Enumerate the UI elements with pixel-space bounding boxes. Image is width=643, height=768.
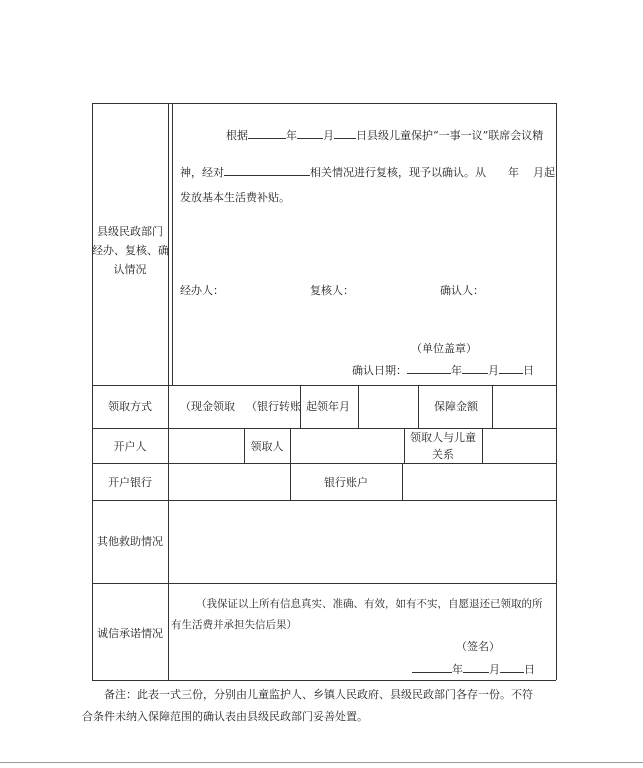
handler-label: 经办人： (180, 284, 224, 297)
cell-divider (402, 463, 403, 500)
month-blank[interactable] (297, 127, 323, 139)
signature-label: （签名） (456, 640, 500, 653)
cell-divider (418, 385, 419, 428)
page-bottom-edge (0, 762, 643, 763)
receiver-label: 领取人 (250, 440, 284, 453)
cell-divider (290, 428, 291, 463)
seal-text: （单位盖章） (411, 342, 477, 355)
confirm-paragraph-line-1 (226, 127, 543, 143)
integrity-label: 诚信承诺情况 (97, 627, 163, 640)
year-blank[interactable] (248, 127, 286, 139)
text: 相关情况进行复核，现予以确认。从 (310, 166, 486, 179)
pledge-line-1: （我保证以上所有信息真实、准确、有效，如有不实，自愿退还已领取的所 (196, 598, 543, 610)
other-assistance-label: 其他救助情况 (97, 535, 163, 548)
text: 神，经对 (180, 166, 224, 179)
inner-border (172, 103, 173, 385)
text: 年 (286, 129, 297, 142)
option-bank-transfer[interactable]: （银行转账 (246, 400, 301, 413)
text: 日 (523, 364, 534, 377)
footnote-line-1: 备注：此表一式三份，分别由儿童监护人、乡镇人民政府、县级民政部门各存一份。不符 (104, 688, 533, 701)
text: 月起 (533, 166, 555, 179)
month-blank[interactable] (462, 362, 488, 374)
table-border-top (92, 103, 556, 104)
cell-divider (492, 385, 493, 428)
label-line: 县级民政部门 (97, 225, 163, 238)
month-blank[interactable] (463, 661, 489, 673)
text: 月 (489, 663, 500, 676)
row-divider (92, 428, 556, 429)
pledge-line-2: 有生活费并承担失信后果） (171, 619, 297, 631)
integrity-date (412, 661, 535, 677)
start-month-label: 起领年月 (306, 400, 350, 413)
date-label: 确认日期： (352, 364, 407, 377)
day-blank[interactable] (499, 362, 523, 374)
text: 年 (451, 364, 462, 377)
table-border-bottom (92, 680, 556, 681)
cell-divider (358, 385, 359, 428)
text: 日 (524, 663, 535, 676)
relation-label-line-1: 领取人与儿童 (410, 431, 476, 444)
option-cash[interactable]: （现金领取 (180, 400, 235, 413)
confirm-paragraph-line-3: 发放基本生活费补贴。 (180, 191, 290, 204)
row-divider (92, 500, 556, 501)
amount-label: 保障金额 (434, 400, 478, 413)
year-blank[interactable] (407, 362, 451, 374)
text: 日县级儿童保护“一事一议”联席会议精 (356, 129, 544, 142)
text: 月 (488, 364, 499, 377)
text: 月 (323, 129, 334, 142)
account-holder-label: 开户人 (113, 440, 147, 453)
day-blank[interactable] (334, 127, 356, 139)
receive-method-label: 领取方式 (108, 400, 152, 413)
year-blank[interactable] (412, 661, 452, 673)
bank-account-label: 银行账户 (324, 476, 368, 489)
row-divider (92, 463, 556, 464)
text: 年 (508, 166, 519, 179)
row-divider (92, 385, 556, 386)
label-column-divider (168, 103, 169, 680)
label-line: 经办、复核、确 (92, 244, 169, 257)
relation-label-line-2: 关系 (432, 448, 454, 461)
table-border-left (92, 103, 93, 680)
label-line: 认情况 (113, 263, 147, 276)
confirm-date (352, 362, 534, 378)
row-divider (92, 583, 556, 584)
reviewer-label: 复核人： (310, 284, 354, 297)
footnote-line-2: 合条件未纳入保障范围的确认表由县级民政部门妥善处置。 (82, 710, 368, 723)
text: 根据 (226, 129, 248, 142)
day-blank[interactable] (500, 661, 524, 673)
cell-divider (482, 428, 483, 463)
subject-blank[interactable] (224, 164, 310, 176)
text: 年 (452, 663, 463, 676)
confirmer-label: 确认人： (440, 284, 484, 297)
bank-label: 开户银行 (108, 476, 152, 489)
confirm-paragraph-line-2 (180, 164, 555, 180)
table-border-right (556, 103, 557, 680)
